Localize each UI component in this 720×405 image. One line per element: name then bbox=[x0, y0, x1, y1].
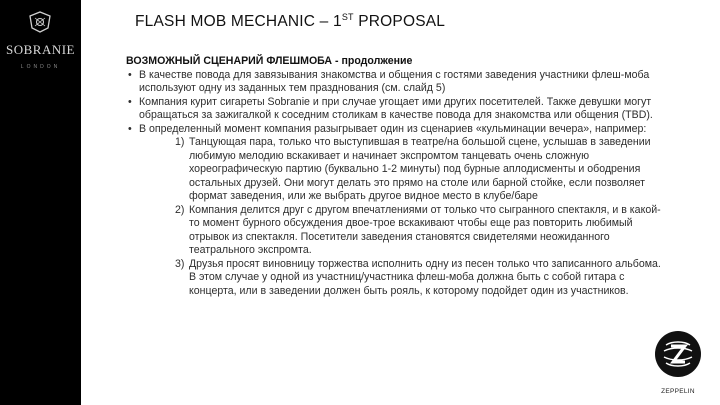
slide-title-sup: ST bbox=[341, 12, 354, 22]
item-number: 3) bbox=[175, 257, 185, 270]
bullet-text: В определенный момент компания разыгрывает один из сценариев «кульминации вечера», например: bbox=[139, 122, 647, 135]
slide-title-rest: PROPOSAL bbox=[353, 13, 446, 30]
numbered-list bbox=[139, 136, 666, 298]
item-number: 2) bbox=[175, 203, 185, 216]
section-heading: ВОЗМОЖНЫЙ СЦЕНАРИЙ ФЛЕШМОБА - продолжение bbox=[126, 55, 413, 67]
item-text: Танцующая пара, только что выступившая в театре/на большой сцене, услышав в заведении любимую мелодию вскакивает и начинает экспромтом танцевать очень сложную хореографическую партию (буквально 1-2 минуты) под бурные аплодисменты и ободрения остальных друзей. Они могут делать это прямо на столе или барной стойке, если позволяет формат заведения, или же выбрать другое видное место в клубе/баре bbox=[189, 136, 651, 202]
numbered-item bbox=[139, 258, 666, 299]
brand-sidebar bbox=[0, 0, 81, 405]
zeppelin-label: ZEPPELIN bbox=[661, 388, 695, 395]
slide-title bbox=[135, 12, 445, 31]
slide-title-main: FLASH MOB MECHANIC – 1 bbox=[135, 13, 342, 30]
bullet-item: • Компания курит сигареты Sobranie и при случае угощает ими других посетителей. Также девушки могут обращаться за зажигалкой к соседним столикам в качестве повода для знакомства или общения (TBD). bbox=[126, 96, 666, 123]
numbered-item bbox=[139, 136, 666, 204]
bullet-list bbox=[126, 69, 666, 299]
zeppelin-logo-icon bbox=[654, 330, 702, 378]
brand-logo-subtext: LONDON bbox=[20, 64, 61, 70]
brand-logo-text: SOBRANIE bbox=[5, 42, 75, 57]
numbered-item bbox=[139, 204, 666, 258]
slide-content bbox=[126, 55, 666, 298]
bullet-item bbox=[126, 123, 666, 299]
crest-icon bbox=[27, 10, 53, 34]
item-text: Друзья просят виновницу торжества исполнить одну из песен только что записанного альбома. В этом случае у одной из участниц/участника флеш-моба должна быть с собой гитара с концерта, или в заведении должен быть рояль, к которому подойдет один из участников. bbox=[189, 257, 661, 297]
item-text: Компания делится друг с другом впечатлениями от только что сыгранного спектакля, и в какой-то момент бурного обсуждения двое-трое вскакивают чтобы еще раз повторить любимый отрывок из спектакля. Посетители заведения становятся свидетелями неожиданного театрального экспромта. bbox=[189, 203, 661, 256]
bullet-item: • В качестве повода для завязывания знакомства и общения с гостями заведения участники флеш-моба используют одну из заданных тем празднования (см. слайд 5) bbox=[126, 69, 666, 96]
item-number: 1) bbox=[175, 136, 185, 148]
